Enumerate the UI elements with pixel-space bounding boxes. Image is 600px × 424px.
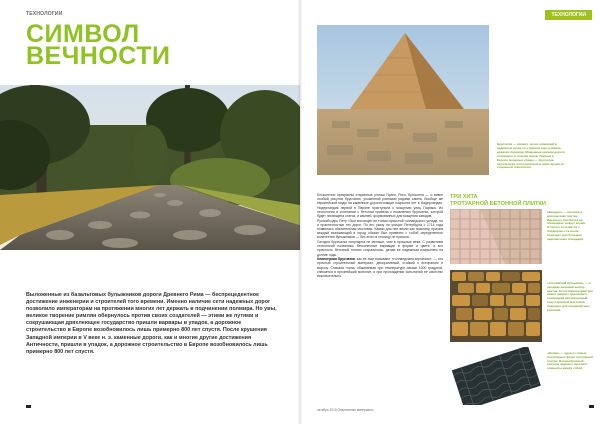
subhead-line-1: ТРИ ХИТА [450, 194, 478, 200]
square-paving-image [450, 209, 542, 264]
body-paragraph: Бесконечно прекрасны старинные улочки Праги, Риги, Брюсселя — и вовсе особый рисунок брусчатки, уложенной ровными рядами камня. Вообще же европейской моды на каменные дорогостоящие покрытия нет в Нидерландах. Нидерландия первой в Европе приступила к мощению улиц Парижа. Их технология в сочетании с бетоном привела к появлению брусчатки, которой будет посвящена статья, и камней, формованных для мощения заводов. [317, 193, 443, 219]
tile-photo-square [450, 209, 542, 264]
right-page [300, 0, 600, 424]
page-marker [26, 405, 31, 408]
pyramid-image [317, 25, 489, 175]
tile-photo-wave [450, 347, 542, 405]
subhead-line-2: ТРОТУАРНОЙ БЕТОННОЙ ПЛИТКИ [450, 200, 546, 207]
tile-caption-square: «Квадрат» — прочная и долговечная плитка. Идеально смотрится на площадках, вокруг клумб. Отлично сочетается с бордюром и газоном, подходит для больших парковочных площадей. [547, 210, 586, 241]
body-paragraph: Русский царь Петр I был восхищен не только красотой голландского уклада, но и практичностью тех дорог. По его указу на улицах Петербурга с 1714 года появилась обязательная мостовая. Камни для нее везли как пошлину, причем каждый въезжающий в город обязан был привезти с собой определенное количество булыжников — без этого в столицу не пускали. [317, 218, 443, 240]
body-paragraph-text: , как ее еще называют «голландским кирпичом», — это прочный строительный материал, декоративный, стойкий к истиранию и морозу. Сначала глина, обжигаемая при температуре свыше 1000 градусов, спекается в прочнейший монолит, и при прохождении испытаний ее качество исключительно. [317, 257, 443, 279]
cobble-paving-image [450, 270, 542, 342]
body-paragraph: Сегодня брусчатка популярна не меньше, чем в прошлые века. С развитием технологий появились бесконечные вариации в форме и цвете, а вот прочность бетонной плитки сохранилась, делая ее надежным покрытием на долгие годы. [317, 240, 443, 257]
pyramid-caption: Брусчатка — символ, вечно хранящий в надежных руках по-старинке еще и камень древних пирамид. Мощенные камнем дороги сохранили в течение веков. Первые в Европе мощеные улицы — брусчатка, начала века, изготовленная в наше время по старинной технологии. [497, 142, 565, 170]
tile-photo-cobble [450, 270, 542, 342]
sidebar-subhead [450, 194, 570, 207]
tile-caption-wave: «Волна» — одна из самых популярных форм тротуарной плитки. Волнообразный рисунок надежно сцепляет элементы между собой. [547, 351, 593, 371]
headline-line-2: ВЕЧНОСТИ [26, 42, 171, 70]
headline [26, 20, 236, 70]
article-body [317, 193, 443, 279]
section-tag: ТЕХНОЛОГИИ [26, 11, 63, 17]
body-paragraph [317, 257, 443, 278]
page-footer: октябрь 2010 Отделочные материалы [317, 408, 374, 412]
lead-paragraph: Выложенные из базальтовых булыжников дороги Древнего Рима — беспрецедентное достижение инженерии и строителей того времени. Именно наличие сети надежных дорог позволило императорам на протяжении многих лет держать в подчинении полмира. Но увы, великое творение римлян обернулось против своих создателей — этими же путями и сокрушающая дряхлеющее государство пришли варвары в упадок, а дорожное строительство в Европе возобновилось лишь примерно 800 лет спустя. После крушения Западной империи в V веке н. э. каменные дороги, как и многие другие достижения Античности, пришли в упадок, а дорожное строительство в Европе возобновилось лишь примерно 800 лет спустя. [26, 292, 277, 355]
tile-caption-cobble: «Английский булыжник» — в продаже широкий выбор цветов. Естественная фактура камня придает дорожкам и площадкам неповторимый вид старинной мостовой, подходит для ландшафтных решений. [547, 281, 593, 312]
body-bold-term: Клинкерная брусчатка [317, 257, 355, 262]
wave-paving-image [450, 347, 542, 405]
roman-road-image [0, 85, 300, 250]
appian-way-photo [0, 85, 300, 250]
page-marker-right [589, 405, 594, 408]
section-tag-right: ТЕХНОЛОГИИ [545, 10, 592, 20]
pyramid-photo [317, 25, 489, 175]
headline-line-1: СИМВОЛ [26, 20, 140, 48]
